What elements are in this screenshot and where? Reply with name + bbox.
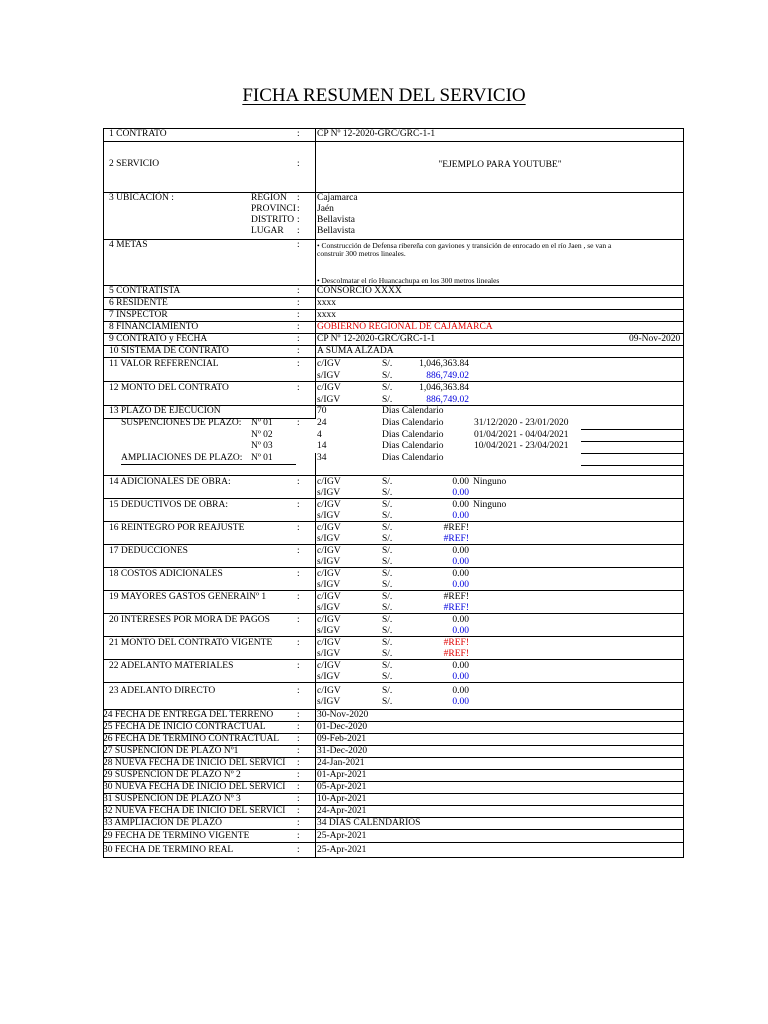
currency: S/. (382, 638, 393, 648)
c-igv-amount: 0.00 (452, 661, 469, 671)
divider (103, 418, 316, 419)
row-deducciones (103, 545, 684, 568)
date-value: 10-Apr-2021 (317, 794, 367, 804)
currency: S/. (382, 686, 393, 696)
s-igv-amount: 0.00 (452, 626, 469, 636)
suspension-3-days: 14 (317, 441, 327, 451)
row-suspension-plazo-3 (103, 794, 684, 806)
meta-1-line-1: • Construcción de Defensa ribereña con gaviones y transición de enrocado en el río Jaen , se van a (317, 241, 612, 250)
currency: S/. (382, 546, 393, 556)
row-reintegro (103, 522, 684, 545)
suspension-1-range: 31/12/2020 - 23/01/2020 (474, 418, 569, 428)
colon: : (297, 215, 300, 225)
date-value: 25-Apr-2021 (317, 845, 367, 855)
c-igv-amount: 0.00 (452, 546, 469, 556)
suspension-2-n: Nº 02 (251, 430, 273, 440)
colon: : (297, 746, 300, 756)
row-label: 4 METAS (109, 240, 148, 250)
colon: : (297, 383, 300, 393)
colon: : (297, 346, 300, 356)
row-label: 6 RESIDENTE (109, 298, 168, 308)
financiamiento-value: GOBIERNO REGIONAL DE CAJAMARCA (317, 322, 493, 332)
row-costos-adicionales (103, 568, 684, 591)
document-title: FICHA RESUMEN DEL SERVICIO (242, 85, 526, 106)
c-igv-amount: 0.00 (452, 477, 469, 487)
row-label: 21 MONTO DEL CONTRATO VIGENTE (109, 638, 273, 648)
row-label: 22 ADELANTO MATERIALES (109, 661, 234, 671)
currency: S/. (382, 557, 393, 567)
row-fecha-termino-real (103, 843, 684, 858)
row-valor-referencial (103, 358, 684, 382)
row-label: 12 MONTO DEL CONTRATO (109, 383, 229, 393)
dias-label: Dias Calendario (382, 418, 444, 428)
date-value: 30-Nov-2020 (317, 710, 369, 720)
row-label: 28 NUEVA FECHA DE INICIO DEL SERVICI (103, 758, 286, 768)
colon: : (297, 546, 300, 556)
colon: : (297, 322, 300, 332)
colon: : (297, 334, 300, 344)
row-label: 31 SUSPENCION DE PLAZO Nº 3 (103, 794, 241, 804)
region-value: Cajamarca (317, 193, 358, 203)
provincia-label: PROVINCI (251, 204, 296, 214)
c-igv-label: c/IGV (317, 477, 341, 487)
row-adicionales (103, 476, 684, 499)
s-igv-amount: 886,749.02 (426, 395, 469, 405)
c-igv-amount: #REF! (443, 592, 469, 602)
c-igv-amount: 0.00 (452, 569, 469, 579)
currency: S/. (382, 697, 393, 707)
c-igv-amount: 0.00 (452, 615, 469, 625)
lugar-label: LUGAR (251, 226, 284, 236)
row-label: 5 CONTRATISTA (109, 286, 181, 296)
row-label: 18 COSTOS ADICIONALES (109, 569, 223, 579)
colon: : (297, 615, 300, 625)
s-igv-amount: #REF! (443, 649, 469, 659)
currency: S/. (382, 383, 393, 393)
s-igv-label: s/IGV (317, 649, 341, 659)
row-monto-contrato (103, 382, 684, 406)
currency: S/. (382, 580, 393, 590)
dias-label: Dias Calendario (382, 430, 444, 440)
c-igv-amount: 1,046,363.84 (419, 383, 469, 393)
colon: : (297, 818, 300, 828)
row-label: 19 MAYORES GASTOS GENERAlNº 1 (109, 592, 267, 602)
s-igv-label: s/IGV (317, 672, 341, 682)
row-servicio (103, 142, 684, 193)
c-igv-amount: #REF! (443, 638, 469, 648)
row-ubicacion (103, 193, 684, 240)
colon: : (297, 298, 300, 308)
currency: S/. (382, 500, 393, 510)
currency: S/. (382, 488, 393, 498)
c-igv-label: c/IGV (317, 569, 341, 579)
colon: : (297, 204, 300, 214)
s-igv-amount: 0.00 (452, 697, 469, 707)
s-igv-label: s/IGV (317, 488, 341, 498)
c-igv-label: c/IGV (317, 500, 341, 510)
divider (581, 429, 684, 430)
colon: : (297, 710, 300, 720)
colon: : (297, 226, 300, 236)
s-igv-amount: 0.00 (452, 672, 469, 682)
colon: : (297, 418, 300, 428)
currency: S/. (382, 569, 393, 579)
divider (581, 441, 684, 442)
currency: S/. (382, 534, 393, 544)
suspensiones-label: SUSPENCIONES DE PLAZO: (121, 418, 242, 428)
row-residente (103, 298, 684, 310)
currency: S/. (382, 661, 393, 671)
currency: S/. (382, 477, 393, 487)
suspension-3-range: 10/04/2021 - 23/04/2021 (474, 441, 569, 451)
s-igv-amount: 0.00 (452, 511, 469, 521)
plazo-days: 70 (317, 406, 327, 416)
suspension-1-days: 24 (317, 418, 327, 428)
residente-value: xxxx (317, 298, 336, 308)
currency: S/. (382, 626, 393, 636)
colon: : (297, 782, 300, 792)
row-label: 24 FECHA DE ENTREGA DEL TERRENO (103, 710, 274, 720)
c-igv-amount: 0.00 (452, 500, 469, 510)
date-value: 24-Jan-2021 (317, 758, 365, 768)
distrito-label: DISTRITO (251, 215, 295, 225)
inspector-value: xxxx (317, 310, 336, 320)
ampliacion-value: 34 DIAS CALENDARIOS (317, 818, 421, 828)
s-igv-label: s/IGV (317, 580, 341, 590)
s-igv-amount: 0.00 (452, 580, 469, 590)
colon: : (297, 359, 300, 369)
c-igv-label: c/IGV (317, 615, 341, 625)
colon: : (297, 569, 300, 579)
row-label: 7 INSPECTOR (109, 310, 168, 320)
row-contratista (103, 286, 684, 298)
servicio-value: "EJEMPLO PARA YOUTUBE" (438, 160, 562, 170)
colon: : (297, 592, 300, 602)
ampliacion-days: 34 (317, 453, 327, 463)
divider (121, 464, 296, 465)
note: Ninguno (473, 500, 507, 510)
date-value: 05-Apr-2021 (317, 782, 367, 792)
contratista-value: CONSORCIO XXXX (317, 286, 402, 296)
row-adelanto-directo (103, 683, 684, 710)
row-label: 17 DEDUCCIONES (109, 546, 188, 556)
colon: : (297, 686, 300, 696)
s-igv-amount: 0.00 (452, 488, 469, 498)
currency: S/. (382, 649, 393, 659)
colon: : (297, 500, 300, 510)
row-label: 1 CONTRATO (109, 129, 167, 139)
row-financiamiento (103, 322, 684, 334)
meta-1-line-2: construir 300 metros lineales. (317, 249, 406, 258)
colon: : (297, 240, 300, 250)
c-igv-label: c/IGV (317, 383, 341, 393)
date-value: 01-Dec-2020 (317, 722, 368, 732)
s-igv-amount: 0.00 (452, 557, 469, 567)
row-label: 25 FECHA DE INICIO CONTRACTUAL (103, 722, 266, 732)
colon: : (297, 286, 300, 296)
row-label: 29 SUSPENCION DE PLAZO Nº 2 (103, 770, 241, 780)
colon: : (297, 806, 300, 816)
contrato-date: 09-Nov-2020 (629, 334, 681, 344)
row-metas (103, 240, 684, 286)
colon: : (297, 193, 300, 203)
sistema-value: A SUMA ALZADA (317, 346, 394, 356)
s-igv-label: s/IGV (317, 626, 341, 636)
c-igv-label: c/IGV (317, 546, 341, 556)
row-nueva-fecha-inicio-2 (103, 782, 684, 794)
summary-table (103, 128, 684, 858)
dias-label: Dias Calendario (382, 453, 444, 463)
date-value: 24-Apr-2021 (317, 806, 367, 816)
lugar-value: Bellavista (317, 226, 355, 236)
c-igv-label: c/IGV (317, 359, 341, 369)
dias-label: Dias Calendario (382, 441, 444, 451)
row-label: 30 NUEVA FECHA DE INICIO DEL SERVICI (103, 782, 286, 792)
c-igv-amount: #REF! (443, 523, 469, 533)
row-label: 11 VALOR REFERENCIAL (109, 359, 219, 369)
date-value: 01-Apr-2021 (317, 770, 367, 780)
row-label: 27 SUSPENCIÓN DE PLAZO Nº1 (103, 746, 239, 756)
c-igv-amount: 0.00 (452, 686, 469, 696)
row-label: 32 NUEVA FECHA DE INICIO DEL SERVICI (103, 806, 286, 816)
row-label: 2 SERVICIO (109, 159, 160, 169)
suspension-3-n: Nº 03 (251, 441, 273, 451)
s-igv-label: s/IGV (317, 371, 341, 381)
c-igv-label: c/IGV (317, 638, 341, 648)
contrato-value: CP Nº 12-2020-GRC/GRC-1-1 (317, 334, 436, 344)
row-fecha-inicio-contractual (103, 722, 684, 734)
s-igv-label: s/IGV (317, 534, 341, 544)
row-contrato-fecha (103, 334, 684, 346)
currency: S/. (382, 395, 393, 405)
row-label: 8 FINANCIAMIENTO (109, 322, 199, 332)
row-deductivos (103, 499, 684, 522)
colon: : (297, 758, 300, 768)
c-igv-label: c/IGV (317, 686, 341, 696)
dias-label: Dias Calendario (382, 406, 444, 416)
s-igv-amount: #REF! (443, 534, 469, 544)
row-ampliacion-plazo (103, 818, 684, 830)
row-adelanto-materiales (103, 660, 684, 683)
provincia-value: Jaén (317, 204, 334, 214)
s-igv-label: s/IGV (317, 603, 341, 613)
date-value: 31-Dec-2020 (317, 746, 368, 756)
currency: S/. (382, 615, 393, 625)
row-label: 30 FECHA DE TERMINO REAL (103, 845, 234, 855)
row-label: 13 PLAZO DE EJECUCION (109, 406, 221, 416)
row-fecha-termino-vigente (103, 830, 684, 843)
row-fecha-termino-contractual (103, 734, 684, 746)
currency: S/. (382, 511, 393, 521)
row-nueva-fecha-inicio-1 (103, 758, 684, 770)
divider (581, 453, 684, 454)
date-value: 25-Apr-2021 (317, 831, 367, 841)
row-label: 10 SISTEMA DE CONTRATO (109, 346, 229, 356)
row-fecha-entrega-terreno (103, 710, 684, 722)
colon: : (297, 523, 300, 533)
note: Ninguno (473, 477, 507, 487)
contrato-value: CP Nº 12-2020-GRC/GRC-1-1 (317, 129, 436, 139)
currency: S/. (382, 603, 393, 613)
currency: S/. (382, 371, 393, 381)
row-mayores-gastos (103, 591, 684, 614)
row-contrato (103, 128, 684, 142)
date-value: 09-Feb-2021 (317, 734, 367, 744)
row-nueva-fecha-inicio-3 (103, 806, 684, 818)
row-label: 26 FECHA DE TERMINO CONTRACTUAL (103, 734, 280, 744)
ampliaciones-label: AMPLIACIONES DE PLAZO: (121, 453, 243, 463)
row-suspension-plazo-1 (103, 746, 684, 758)
row-intereses-mora (103, 614, 684, 637)
colon: : (297, 638, 300, 648)
c-igv-label: c/IGV (317, 592, 341, 602)
row-label: 29 FECHA DE TERMINO VIGENTE (103, 831, 250, 841)
s-igv-amount: #REF! (443, 603, 469, 613)
ampliacion-n: Nº 01 (251, 453, 273, 463)
row-label: 20 INTERESES POR MORA DE PAGOS (109, 615, 270, 625)
colon: : (297, 794, 300, 804)
suspension-2-days: 4 (317, 430, 322, 440)
row-plazo-ejecucion (103, 406, 684, 476)
suspension-1-n: Nº 01 (251, 418, 273, 428)
currency: S/. (382, 592, 393, 602)
s-igv-label: s/IGV (317, 557, 341, 567)
colon: : (297, 831, 300, 841)
meta-2: • Descolmatar el río Huancachupa en los 300 metros lineales (317, 276, 500, 285)
s-igv-label: s/IGV (317, 395, 341, 405)
row-label: 3 UBICACIÓN : (109, 193, 174, 203)
row-label: 23 ADELANTO DIRECTO (109, 686, 216, 696)
c-igv-label: c/IGV (317, 661, 341, 671)
c-igv-amount: 1,046,363.84 (419, 359, 469, 369)
currency: S/. (382, 359, 393, 369)
row-label: 9 CONTRATO y FECHA (109, 334, 208, 344)
row-label: 16 REINTEGRO POR REAJUSTE (109, 523, 245, 533)
row-monto-vigente (103, 637, 684, 660)
currency: S/. (382, 672, 393, 682)
colon: : (297, 734, 300, 744)
colon: : (297, 129, 300, 139)
colon: : (297, 845, 300, 855)
row-sistema-contrato (103, 346, 684, 358)
row-label: 33 AMPLIACION DE PLAZO (103, 818, 223, 828)
row-suspension-plazo-2 (103, 770, 684, 782)
s-igv-label: s/IGV (317, 511, 341, 521)
row-inspector (103, 310, 684, 322)
colon: : (297, 477, 300, 487)
colon: : (297, 770, 300, 780)
currency: S/. (382, 523, 393, 533)
s-igv-label: s/IGV (317, 697, 341, 707)
distrito-value: Bellavista (317, 215, 355, 225)
colon: : (297, 661, 300, 671)
region-label: REGION (251, 193, 287, 203)
divider (581, 465, 684, 466)
suspension-2-range: 01/04/2021 - 04/04/2021 (474, 430, 569, 440)
colon: : (297, 722, 300, 732)
colon: : (297, 310, 300, 320)
row-label: 14 ADICIONALES DE OBRA: (109, 477, 231, 487)
c-igv-label: c/IGV (317, 523, 341, 533)
colon: : (297, 159, 300, 169)
s-igv-amount: 886,749.02 (426, 371, 469, 381)
row-label: 15 DEDUCTIVOS DE OBRA: (109, 500, 229, 510)
